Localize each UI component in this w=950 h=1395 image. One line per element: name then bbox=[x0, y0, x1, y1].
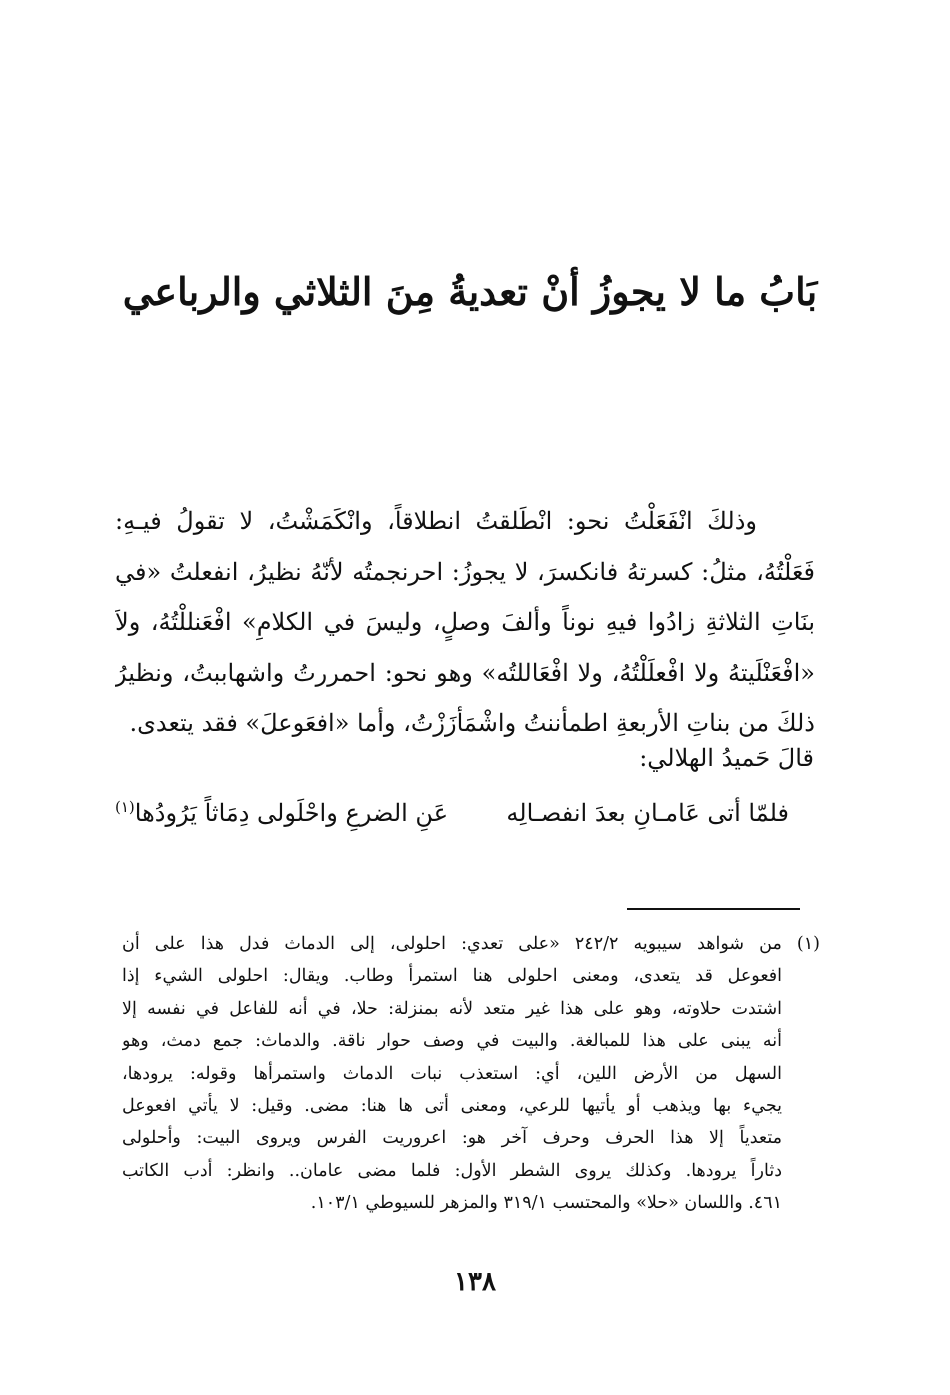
footnote-line: ٤٦١. واللسان «حلا» والمحتسب ٣١٩/١ والمزهر للسيوطي ١٠٣/١. bbox=[310, 1193, 782, 1214]
chapter-title: بَابُ ما لا يجوزُ أنْ تعديةُ مِنَ الثلاثي والرباعي bbox=[122, 269, 818, 314]
footnote-line: اشتدت حلاوته، وهو على هذا غير متعد لأنه بمنزلة: حلا، في أنه للفاعل في نفسه إلا bbox=[122, 998, 782, 1019]
footnote-line: السهل من الأرض اللين، أي: استعذب نبات الدماث واستمرأها وقوله: يرودها، bbox=[122, 1063, 782, 1084]
footnote-separator bbox=[627, 908, 800, 910]
body-line: وذلكَ انْفَعَلْتُ نحو: انْطَلقتُ انطلاقاً، وانْكَمَشْتُ، لا تقولُ فيـهِ: bbox=[115, 507, 757, 535]
footnote-reference-marker: (١) bbox=[115, 798, 135, 816]
body-line: بنَاتِ الثلاثةِ زادُوا فيهِ نوناً وألفَ وصلٍ، وليسَ في الكلامِ» افْعَنللْتُهُ، ولاَ bbox=[115, 608, 815, 636]
footnote-line: أنه يبنى على هذا للمبالغة. والبيت في وصف حوار ناقة. والدماث: جمع دمث، وهو bbox=[122, 1031, 782, 1052]
body-line: «افْعَنْلَيتهُ ولا افْعلَلْتُهُ، ولا افْعَاللتُه» وهو نحو: احمررتُ واشهاببتُ، ونظيرُ bbox=[115, 658, 815, 687]
verse-second-hemistich-text: عَنِ الضرعِ واحْلَولى دِمَاثاً يَرُودُها bbox=[134, 799, 449, 827]
footnote-line: افعوعل قد يتعدى، ومعنى احلولى هنا استمرأ وطاب. ويقال: احلولى الشيء إذا bbox=[122, 966, 782, 987]
footnote-line: (١) من شواهد سيبويه ٢٤٢/٢ «على تعدي: احلولى، إلى الدماث فدل هذا على أن bbox=[122, 934, 820, 954]
body-line: فَعَلْتُهُ، مثلُ: كسرتهُ فانكسرَ، لا يجوزُ: احرنجمتُه لأنّهُ نظيرُ، انفعلتُ «في bbox=[115, 557, 815, 586]
poet-attribution: قالَ حَميدُ الهلالي: bbox=[639, 744, 814, 772]
footnote-line: متعدياً إلا هذا الحرف وحرف آخر هو: اعروريت الفرس ويروى البيت: وأحلولى bbox=[122, 1128, 782, 1149]
footnote-block bbox=[122, 928, 820, 1220]
footnote-line: يجيء بها ويذهب أو يأتيها للرعي، ومعنى أتى ها هنا: مضى. وقيل: لا يأتي افعوعل bbox=[122, 1096, 782, 1117]
verse-first-hemistich: فلمّا أتى عَامـانِ بعدَ انفصـالِه bbox=[506, 799, 789, 827]
poetry-verse bbox=[115, 788, 815, 838]
verse-second-hemistich bbox=[115, 788, 448, 838]
body-line: ذلكَ من بناتِ الأربعةِ اطمأننتُ واشْمَأزَزْتُ، وأما «افعَوعلَ» فقد يتعدى. bbox=[129, 709, 815, 737]
footnote-line: دثاراً يرودها. وكذلك يروى الشطر الأول: فلما مضى عامان.. وانظر: أدب الكاتب bbox=[122, 1160, 782, 1181]
body-paragraph bbox=[115, 496, 815, 749]
page-number: ١٣٨ bbox=[454, 1267, 496, 1297]
